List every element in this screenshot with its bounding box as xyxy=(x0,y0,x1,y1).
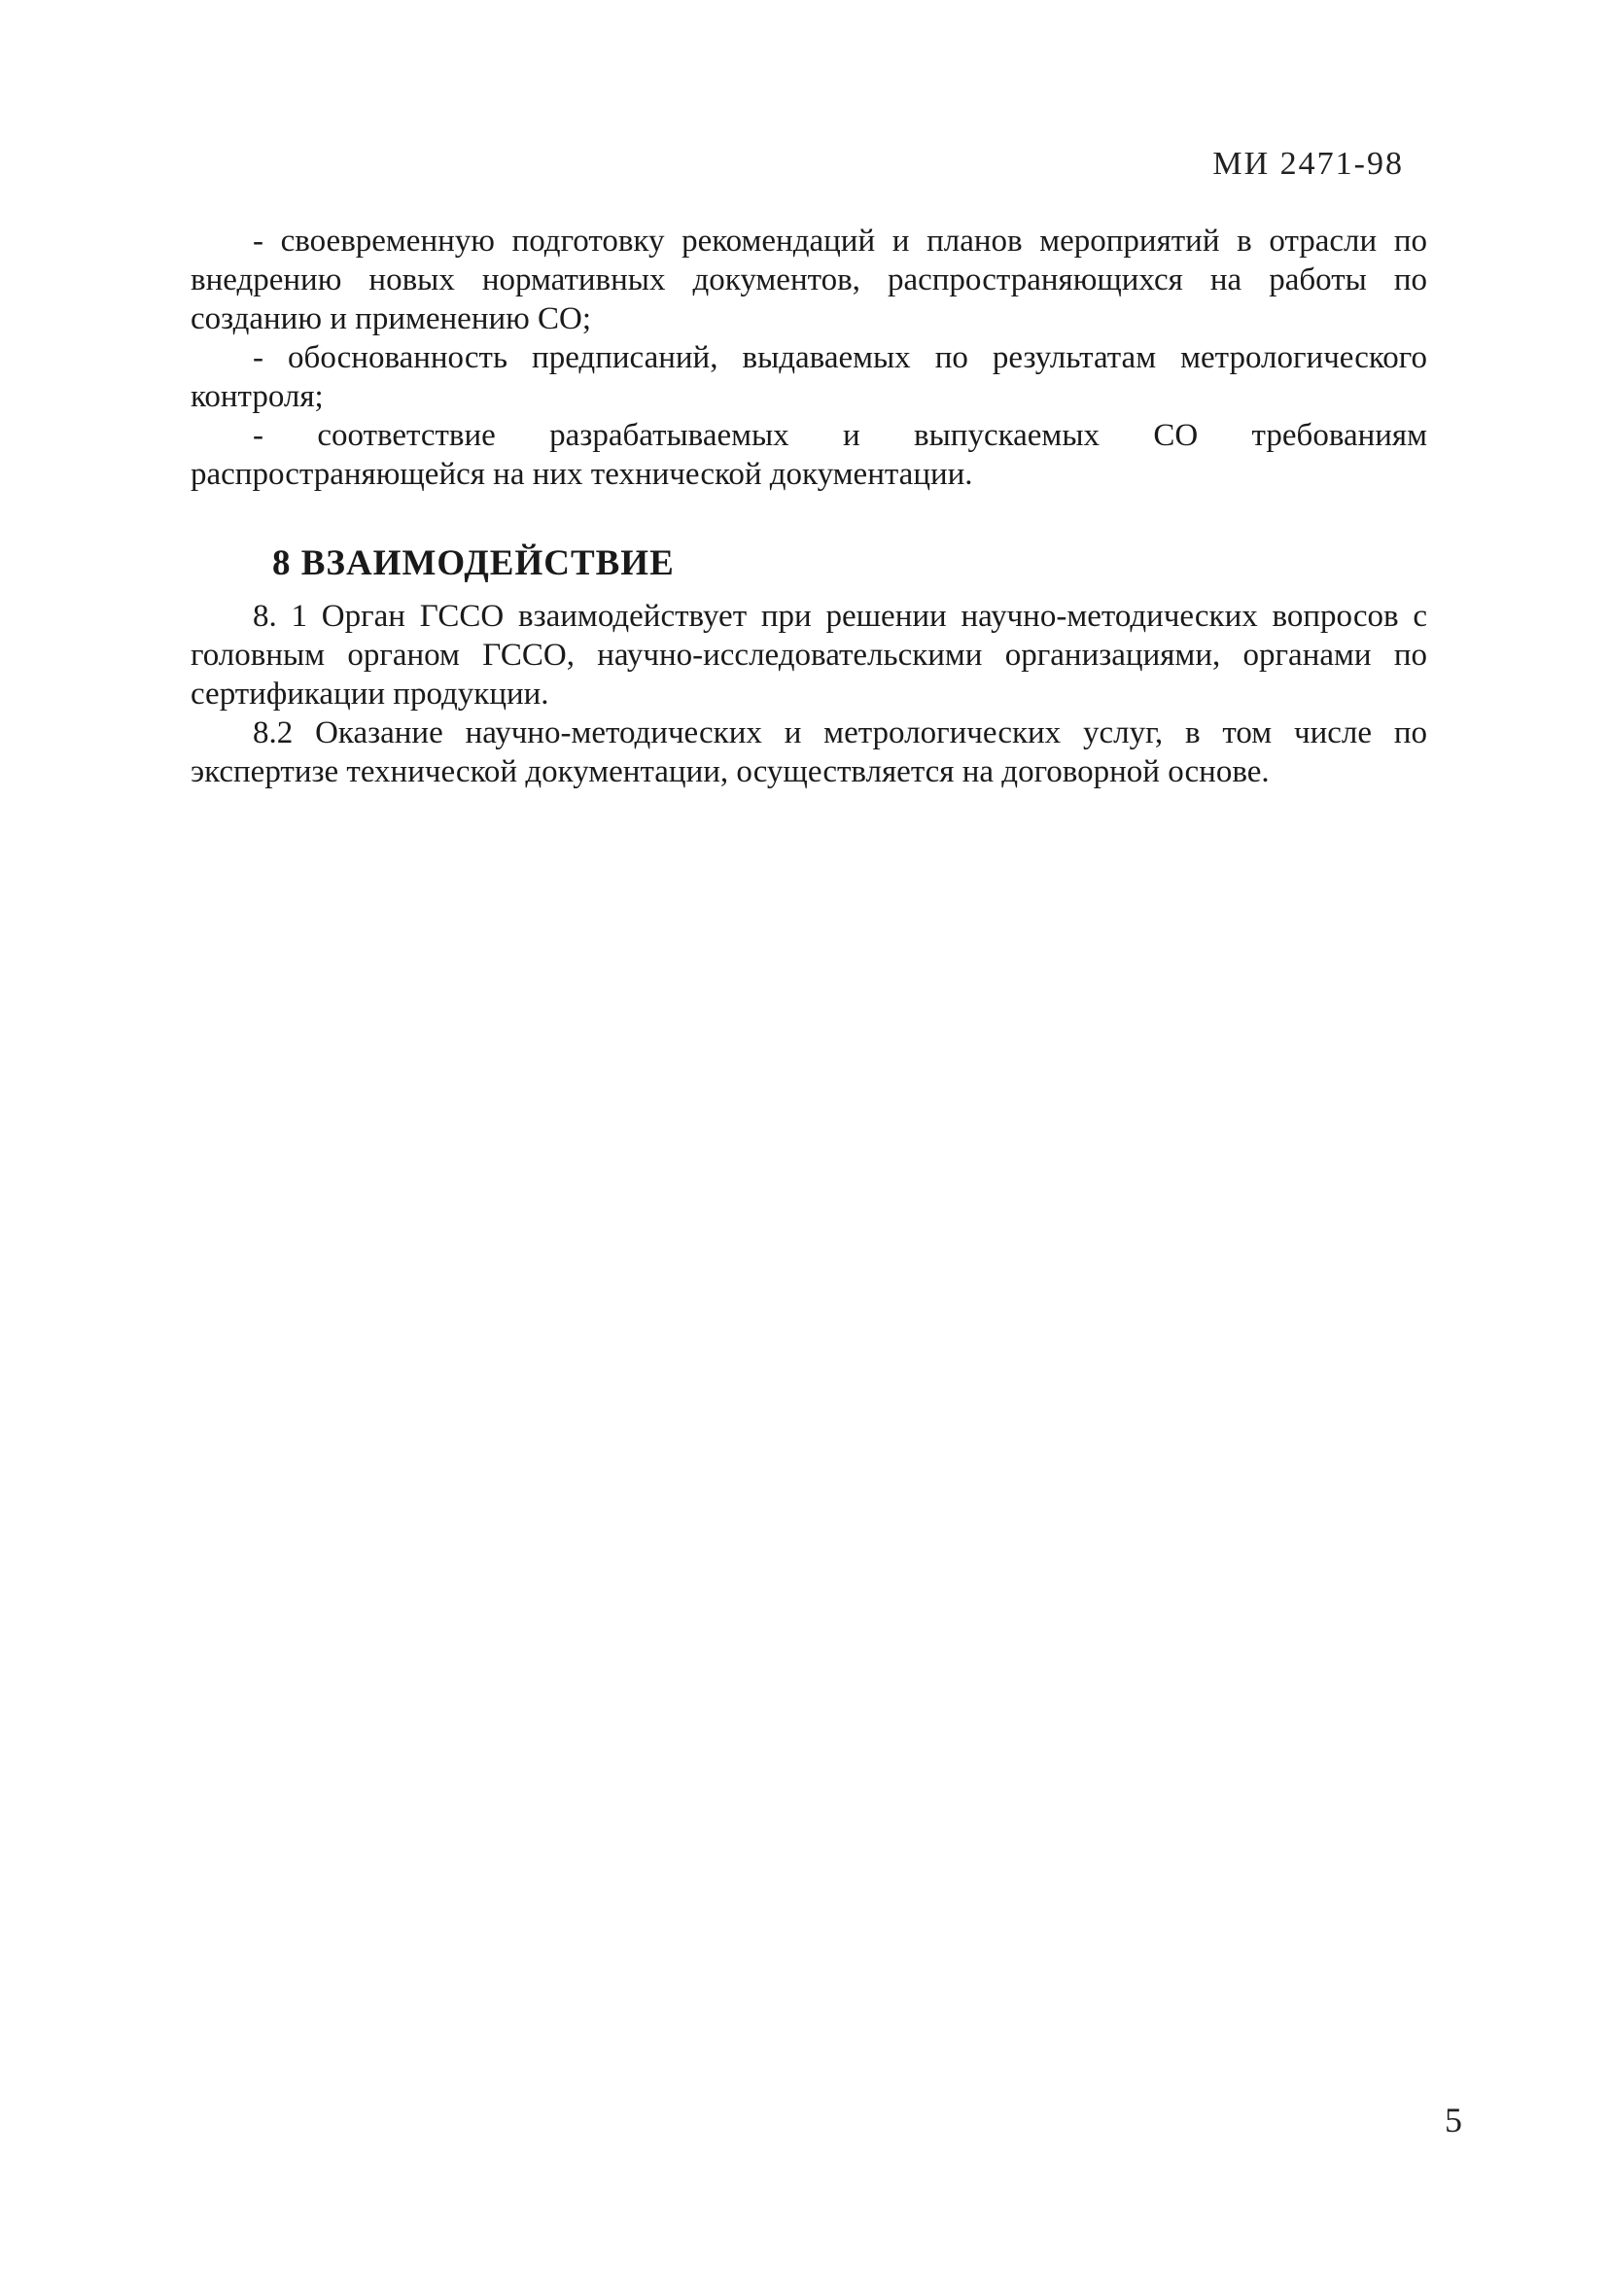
page-content xyxy=(191,222,1427,791)
paragraph-8-2: 8.2 Оказание научно-методических и метрологических услуг, в том числе по экспертизе технической документации, осуществляется на договорной основе. xyxy=(191,715,1427,789)
list-item: - своевременную подготовку рекомендаций и планов мероприятий в отрасли по внедрению новых нормативных документов, распространяющихся на работы по созданию и применению СО; xyxy=(191,224,1427,336)
section-heading: 8 ВЗАИМОДЕЙСТВИЕ xyxy=(272,543,675,583)
document-code: МИ 2471-98 xyxy=(1212,146,1404,182)
list-item: - обоснованность предписаний, выдаваемых по результатам метрологического контроля; xyxy=(191,340,1427,414)
list-item: - соответствие разрабатываемых и выпускаемых СО требованиям распространяющейся на них технической документации. xyxy=(191,418,1427,492)
page-number: 5 xyxy=(1445,2101,1462,2139)
paragraph-8-1: 8. 1 Орган ГССО взаимодействует при решении научно-методических вопросов с головным органом ГССО, научно-исследовательскими организациями, органами по сертификации продукции. xyxy=(191,599,1427,712)
